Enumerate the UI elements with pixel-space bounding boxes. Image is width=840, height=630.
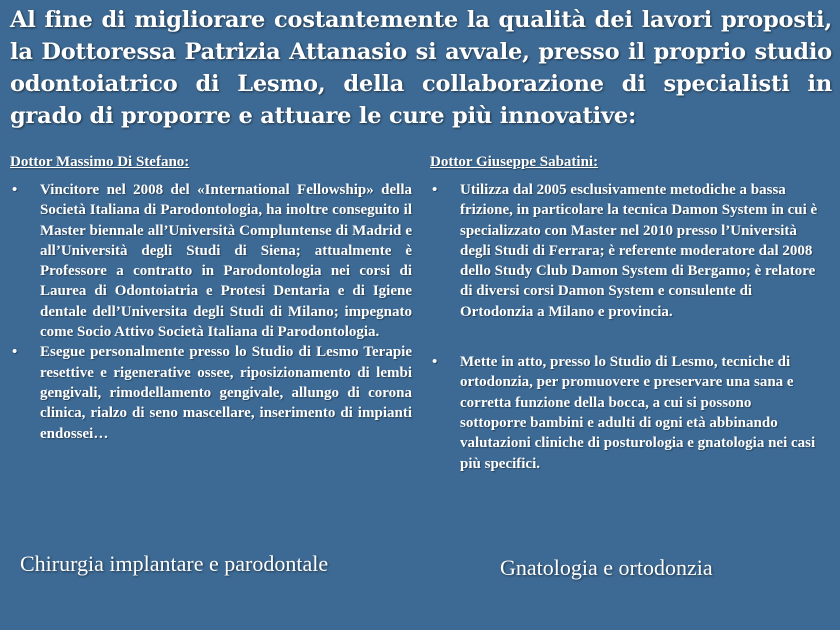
bullet-icon: • — [432, 182, 438, 198]
bullet-text: Mette in atto, presso lo Studio di Lesmo, tecniche di ortodonzia, per promuovere e preservare una sana e corretta funzione della bocca, a cui si possono sottoporre bambini e adulti di ogni età abbinando valutazioni cliniche di posturologia e gnatologia nei casi più specifici. — [460, 354, 816, 472]
list-item — [430, 180, 832, 322]
list-item — [10, 342, 412, 443]
footer-label-right: Gnatologia e ortodonzia — [500, 555, 713, 580]
doctor-name-right: Dottor Giuseppe Sabatini: — [430, 154, 599, 170]
list-item — [430, 352, 832, 474]
footer-label-left: Chirurgia implantare e parodontale — [20, 551, 329, 576]
intro-paragraph: Al fine di migliorare costantemente la qualità dei lavori proposti, la Dottoressa Patrizia Attanasio si avvale, presso il proprio studio odontoiatrico di Lesmo, della collaborazione di specialisti in grado di proporre e attuare le cure più innovative: — [10, 7, 832, 129]
bullet-icon: • — [12, 182, 18, 198]
list-item — [10, 180, 412, 342]
right-column — [430, 152, 832, 474]
left-bullet-list — [10, 180, 412, 444]
bullet-icon: • — [432, 354, 438, 371]
bullet-icon: • — [12, 344, 18, 361]
bullet-text: Esegue personalmente presso lo Studio di Lesmo Terapie resettive e rigenerative ossee, riposizionamento di lembi gengivali, rimodellamento gengivale, allungo di corona clinica, rialzo di seno mascellare, inserimento di impianti endossei… — [40, 344, 412, 442]
doctor-name-left: Dottor Massimo Di Stefano: — [10, 154, 190, 170]
right-bullet-list — [430, 180, 832, 474]
bullet-text: Utilizza dal 2005 esclusivamente metodiche a bassa frizione, in particolare la tecnica Damon System in cui è specializzato con Master nel 2010 presso l’Università degli Studi di Ferrara; è referente moderatore dal 2008 dello Study Club Damon System di Bergamo; è relatore di diversi corsi Damon System e consulente di Ortodonzia a Milano e provincia. — [460, 182, 818, 320]
bullet-text: Vincitore nel 2008 del «International Fellowship» della Società Italiana di Parodontologia, ha inoltre conseguito il Master biennale all’Università Compluntense di Madrid e all’Università degli Studi di Siena; attualmente è Professore a contratto in Parodontologia nei corsi di Laurea di Odontoiatria e Protesi Dentaria e di Igiene dentale dell’Universita degli Studi di Milano; impegnato come Socio Attivo Società Italiana di Parodontologia. — [40, 182, 412, 341]
left-column — [10, 152, 412, 444]
